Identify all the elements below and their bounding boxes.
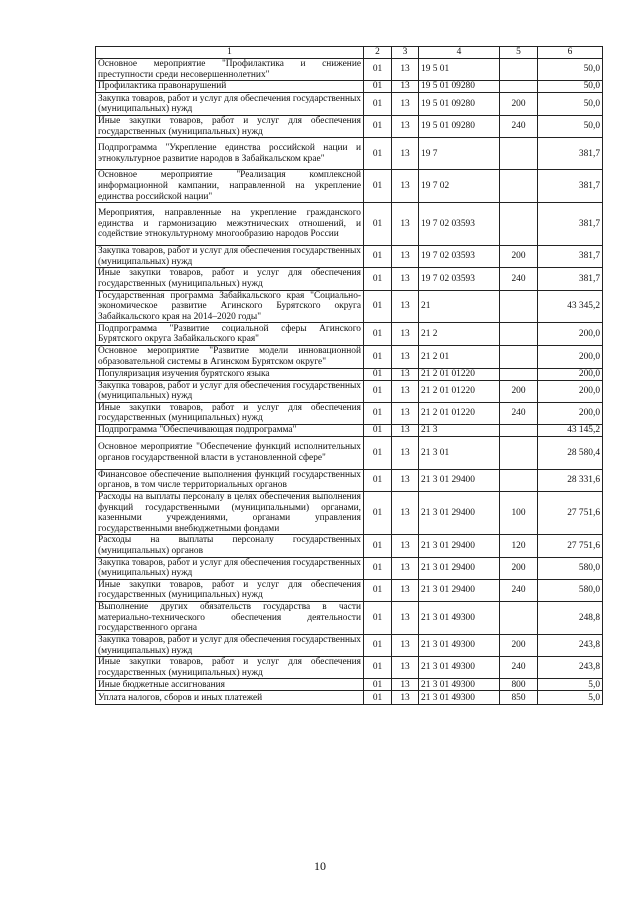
- table-row: [96, 346, 603, 368]
- row-subsection: 13: [392, 579, 419, 601]
- table-row: [96, 602, 603, 635]
- row-name: Уплата налогов, сборов и иных платежей: [96, 691, 364, 705]
- row-name: Расходы на выплаты персоналу государственных (муниципальных) органов: [96, 535, 364, 557]
- row-expense-type: 850: [500, 691, 538, 705]
- row-amount: 50,0: [538, 93, 603, 116]
- row-expense-type: 200: [500, 380, 538, 402]
- row-name: Иные закупки товаров, работ и услуг для обеспечения государственных (муниципальных) нужд: [96, 657, 364, 679]
- row-section: 01: [364, 402, 392, 424]
- row-section: 01: [364, 657, 392, 679]
- table-row: [96, 635, 603, 657]
- row-target-article: 19 7 02: [419, 170, 500, 203]
- row-section: 01: [364, 436, 392, 469]
- table-row: [96, 657, 603, 679]
- row-amount: 43 145,2: [538, 424, 603, 436]
- row-section: 01: [364, 81, 392, 93]
- table-row: [96, 81, 603, 93]
- row-target-article: 21 2 01: [419, 346, 500, 368]
- row-expense-type: [500, 170, 538, 203]
- row-subsection: 13: [392, 380, 419, 402]
- row-amount: 381,7: [538, 138, 603, 170]
- row-target-article: 21 3: [419, 424, 500, 436]
- row-subsection: 13: [392, 469, 419, 491]
- row-amount: 5,0: [538, 691, 603, 705]
- row-expense-type: 200: [500, 246, 538, 268]
- row-section: 01: [364, 59, 392, 81]
- row-target-article: 21 3 01: [419, 436, 500, 469]
- row-target-article: 21 3 01 49300: [419, 691, 500, 705]
- row-target-article: 21 3 01 49300: [419, 657, 500, 679]
- row-expense-type: [500, 436, 538, 469]
- table-row: [96, 380, 603, 402]
- row-name: Финансовое обеспечение выполнения функций государственных органов, в том числе территориальных органов: [96, 469, 364, 491]
- row-name: Закупка товаров, работ и услуг для обеспечения государственных (муниципальных) нужд: [96, 635, 364, 657]
- row-name: Расходы на выплаты персоналу в целях обеспечения выполнения функций государственными (муниципальными) органами, казенными учреждениями, органами управления государственными внебюджетными фондами: [96, 492, 364, 535]
- row-section: 01: [364, 268, 392, 290]
- row-section: 01: [364, 368, 392, 380]
- row-name: Закупка товаров, работ и услуг для обеспечения государственных (муниципальных) нужд: [96, 246, 364, 268]
- table-row: [96, 170, 603, 203]
- row-subsection: 13: [392, 557, 419, 579]
- budget-table: [95, 46, 603, 705]
- row-subsection: 13: [392, 81, 419, 93]
- row-target-article: 21 3 01 29400: [419, 557, 500, 579]
- row-subsection: 13: [392, 323, 419, 346]
- table-row: [96, 138, 603, 170]
- table-row: [96, 290, 603, 323]
- row-amount: 27 751,6: [538, 535, 603, 557]
- row-target-article: 19 5 01 09280: [419, 81, 500, 93]
- row-name: Закупка товаров, работ и услуг для обеспечения государственных (муниципальных) нужд: [96, 93, 364, 116]
- row-amount: 200,0: [538, 346, 603, 368]
- row-amount: 248,8: [538, 602, 603, 635]
- row-section: 01: [364, 424, 392, 436]
- row-amount: 28 580,4: [538, 436, 603, 469]
- row-subsection: 13: [392, 436, 419, 469]
- table-row: [96, 116, 603, 138]
- row-section: 01: [364, 535, 392, 557]
- row-section: 01: [364, 170, 392, 203]
- row-expense-type: [500, 602, 538, 635]
- row-amount: 200,0: [538, 380, 603, 402]
- table-row: [96, 679, 603, 691]
- row-name: Иные бюджетные ассигнования: [96, 679, 364, 691]
- row-section: 01: [364, 492, 392, 535]
- row-subsection: 13: [392, 657, 419, 679]
- row-target-article: 21 2: [419, 323, 500, 346]
- row-amount: 27 751,6: [538, 492, 603, 535]
- row-subsection: 13: [392, 346, 419, 368]
- row-name: Иные закупки товаров, работ и услуг для обеспечения государственных (муниципальных) нужд: [96, 116, 364, 138]
- row-expense-type: 200: [500, 93, 538, 116]
- row-subsection: 13: [392, 93, 419, 116]
- row-name: Профилактика правонарушений: [96, 81, 364, 93]
- row-subsection: 13: [392, 424, 419, 436]
- row-subsection: 13: [392, 535, 419, 557]
- row-subsection: 13: [392, 368, 419, 380]
- row-section: 01: [364, 635, 392, 657]
- row-subsection: 13: [392, 635, 419, 657]
- row-expense-type: 120: [500, 535, 538, 557]
- table-row: [96, 469, 603, 491]
- row-amount: 200,0: [538, 402, 603, 424]
- row-name: Иные закупки товаров, работ и услуг для обеспечения государственных (муниципальных) нужд: [96, 268, 364, 290]
- row-expense-type: [500, 424, 538, 436]
- row-amount: 243,8: [538, 635, 603, 657]
- table-row: [96, 203, 603, 246]
- table-row: [96, 323, 603, 346]
- row-amount: 5,0: [538, 679, 603, 691]
- row-name: Основное мероприятие "Обеспечение функций исполнительных органов государственной власти в установленной сфере": [96, 436, 364, 469]
- table-body: [96, 59, 603, 705]
- row-target-article: 21 3 01 29400: [419, 469, 500, 491]
- row-amount: 381,7: [538, 203, 603, 246]
- row-subsection: 13: [392, 679, 419, 691]
- header-row: [96, 47, 603, 59]
- table-row: [96, 93, 603, 116]
- row-name: Подпрограмма "Развитие социальной сферы Агинского Бурятского округа Забайкальского края": [96, 323, 364, 346]
- row-target-article: 19 7 02 03593: [419, 268, 500, 290]
- row-target-article: 19 5 01 09280: [419, 116, 500, 138]
- row-expense-type: 240: [500, 116, 538, 138]
- row-subsection: 13: [392, 138, 419, 170]
- row-amount: 50,0: [538, 81, 603, 93]
- row-expense-type: [500, 59, 538, 81]
- row-name: Подпрограмма "Укрепление единства российской нации и этнокультурное развитие народов в Забайкальском крае": [96, 138, 364, 170]
- row-section: 01: [364, 691, 392, 705]
- row-expense-type: [500, 81, 538, 93]
- row-subsection: 13: [392, 402, 419, 424]
- row-expense-type: 240: [500, 657, 538, 679]
- row-target-article: 19 5 01 09280: [419, 93, 500, 116]
- table-row: [96, 557, 603, 579]
- row-section: 01: [364, 380, 392, 402]
- row-section: 01: [364, 93, 392, 116]
- row-expense-type: 200: [500, 635, 538, 657]
- row-expense-type: [500, 203, 538, 246]
- row-target-article: 19 7: [419, 138, 500, 170]
- row-subsection: 13: [392, 246, 419, 268]
- row-target-article: 21: [419, 290, 500, 323]
- table-row: [96, 436, 603, 469]
- table-row: [96, 535, 603, 557]
- row-name: Подпрограмма "Обеспечивающая подпрограмма": [96, 424, 364, 436]
- row-subsection: 13: [392, 116, 419, 138]
- row-amount: 381,7: [538, 246, 603, 268]
- row-section: 01: [364, 323, 392, 346]
- row-section: 01: [364, 679, 392, 691]
- row-expense-type: 240: [500, 402, 538, 424]
- row-target-article: 21 2 01 01220: [419, 380, 500, 402]
- header-col-1: 1: [96, 47, 364, 59]
- row-expense-type: [500, 323, 538, 346]
- row-name: Основное мероприятие "Развитие модели инновационной образовательной системы в Агинском Бурятском округе": [96, 346, 364, 368]
- row-amount: 200,0: [538, 323, 603, 346]
- row-name: Основное мероприятие "Профилактика и снижение преступности среди несовершеннолетних": [96, 59, 364, 81]
- row-section: 01: [364, 203, 392, 246]
- row-subsection: 13: [392, 203, 419, 246]
- row-target-article: 21 3 01 29400: [419, 535, 500, 557]
- row-name: Закупка товаров, работ и услуг для обеспечения государственных (муниципальных) нужд: [96, 380, 364, 402]
- row-target-article: 21 3 01 49300: [419, 679, 500, 691]
- table-row: [96, 424, 603, 436]
- row-target-article: 21 3 01 29400: [419, 492, 500, 535]
- row-section: 01: [364, 346, 392, 368]
- row-expense-type: [500, 346, 538, 368]
- row-expense-type: [500, 368, 538, 380]
- row-target-article: 21 2 01 01220: [419, 368, 500, 380]
- row-section: 01: [364, 138, 392, 170]
- row-subsection: 13: [392, 170, 419, 203]
- row-amount: 200,0: [538, 368, 603, 380]
- row-section: 01: [364, 290, 392, 323]
- row-subsection: 13: [392, 691, 419, 705]
- header-col-2: 2: [364, 47, 392, 59]
- row-target-article: 21 3 01 29400: [419, 579, 500, 601]
- header-col-5: 5: [500, 47, 538, 59]
- row-subsection: 13: [392, 492, 419, 535]
- row-subsection: 13: [392, 602, 419, 635]
- row-expense-type: [500, 290, 538, 323]
- row-target-article: 21 2 01 01220: [419, 402, 500, 424]
- row-section: 01: [364, 116, 392, 138]
- header-col-3: 3: [392, 47, 419, 59]
- row-target-article: 19 7 02 03593: [419, 246, 500, 268]
- table-row: [96, 579, 603, 601]
- table-row: [96, 268, 603, 290]
- row-amount: 243,8: [538, 657, 603, 679]
- row-section: 01: [364, 469, 392, 491]
- row-name: Выполнение других обязательств государства в части материально-технического обеспечения деятельности государственного органа: [96, 602, 364, 635]
- row-target-article: 21 3 01 49300: [419, 635, 500, 657]
- row-expense-type: [500, 469, 538, 491]
- table-row: [96, 59, 603, 81]
- row-subsection: 13: [392, 290, 419, 323]
- row-section: 01: [364, 602, 392, 635]
- row-name: Мероприятия, направленные на укрепление гражданского единства и гармонизацию межэтнических отношений, и содействие этнокультурному многообразию народов России: [96, 203, 364, 246]
- table-row: [96, 246, 603, 268]
- row-expense-type: 200: [500, 557, 538, 579]
- row-amount: 580,0: [538, 557, 603, 579]
- row-section: 01: [364, 246, 392, 268]
- row-subsection: 13: [392, 59, 419, 81]
- row-expense-type: 800: [500, 679, 538, 691]
- header-col-6: 6: [538, 47, 603, 59]
- table-row: [96, 691, 603, 705]
- row-amount: 43 345,2: [538, 290, 603, 323]
- row-section: 01: [364, 557, 392, 579]
- row-target-article: 19 5 01: [419, 59, 500, 81]
- row-subsection: 13: [392, 268, 419, 290]
- row-amount: 381,7: [538, 170, 603, 203]
- table-row: [96, 492, 603, 535]
- row-expense-type: 240: [500, 579, 538, 601]
- row-name: Основное мероприятие "Реализация комплексной информационной кампании, направленной на укрепление единства российской нации": [96, 170, 364, 203]
- row-amount: 28 331,6: [538, 469, 603, 491]
- row-name: Иные закупки товаров, работ и услуг для обеспечения государственных (муниципальных) нужд: [96, 579, 364, 601]
- row-section: 01: [364, 579, 392, 601]
- page-number: 10: [314, 859, 326, 873]
- row-amount: 580,0: [538, 579, 603, 601]
- row-target-article: 21 3 01 49300: [419, 602, 500, 635]
- row-name: Иные закупки товаров, работ и услуг для обеспечения государственных (муниципальных) нужд: [96, 402, 364, 424]
- row-name: Государственная программа Забайкальского края "Социально-экономическое развитие Агинского Бурятского округа Забайкальского края на 2014–2020 годы": [96, 290, 364, 323]
- row-expense-type: 100: [500, 492, 538, 535]
- row-amount: 381,7: [538, 268, 603, 290]
- row-name: Популяризация изучения бурятского языка: [96, 368, 364, 380]
- row-expense-type: [500, 138, 538, 170]
- table-row: [96, 402, 603, 424]
- row-amount: 50,0: [538, 116, 603, 138]
- table-row: [96, 368, 603, 380]
- row-expense-type: 240: [500, 268, 538, 290]
- row-amount: 50,0: [538, 59, 603, 81]
- row-target-article: 19 7 02 03593: [419, 203, 500, 246]
- header-col-4: 4: [419, 47, 500, 59]
- row-name: Закупка товаров, работ и услуг для обеспечения государственных (муниципальных) нужд: [96, 557, 364, 579]
